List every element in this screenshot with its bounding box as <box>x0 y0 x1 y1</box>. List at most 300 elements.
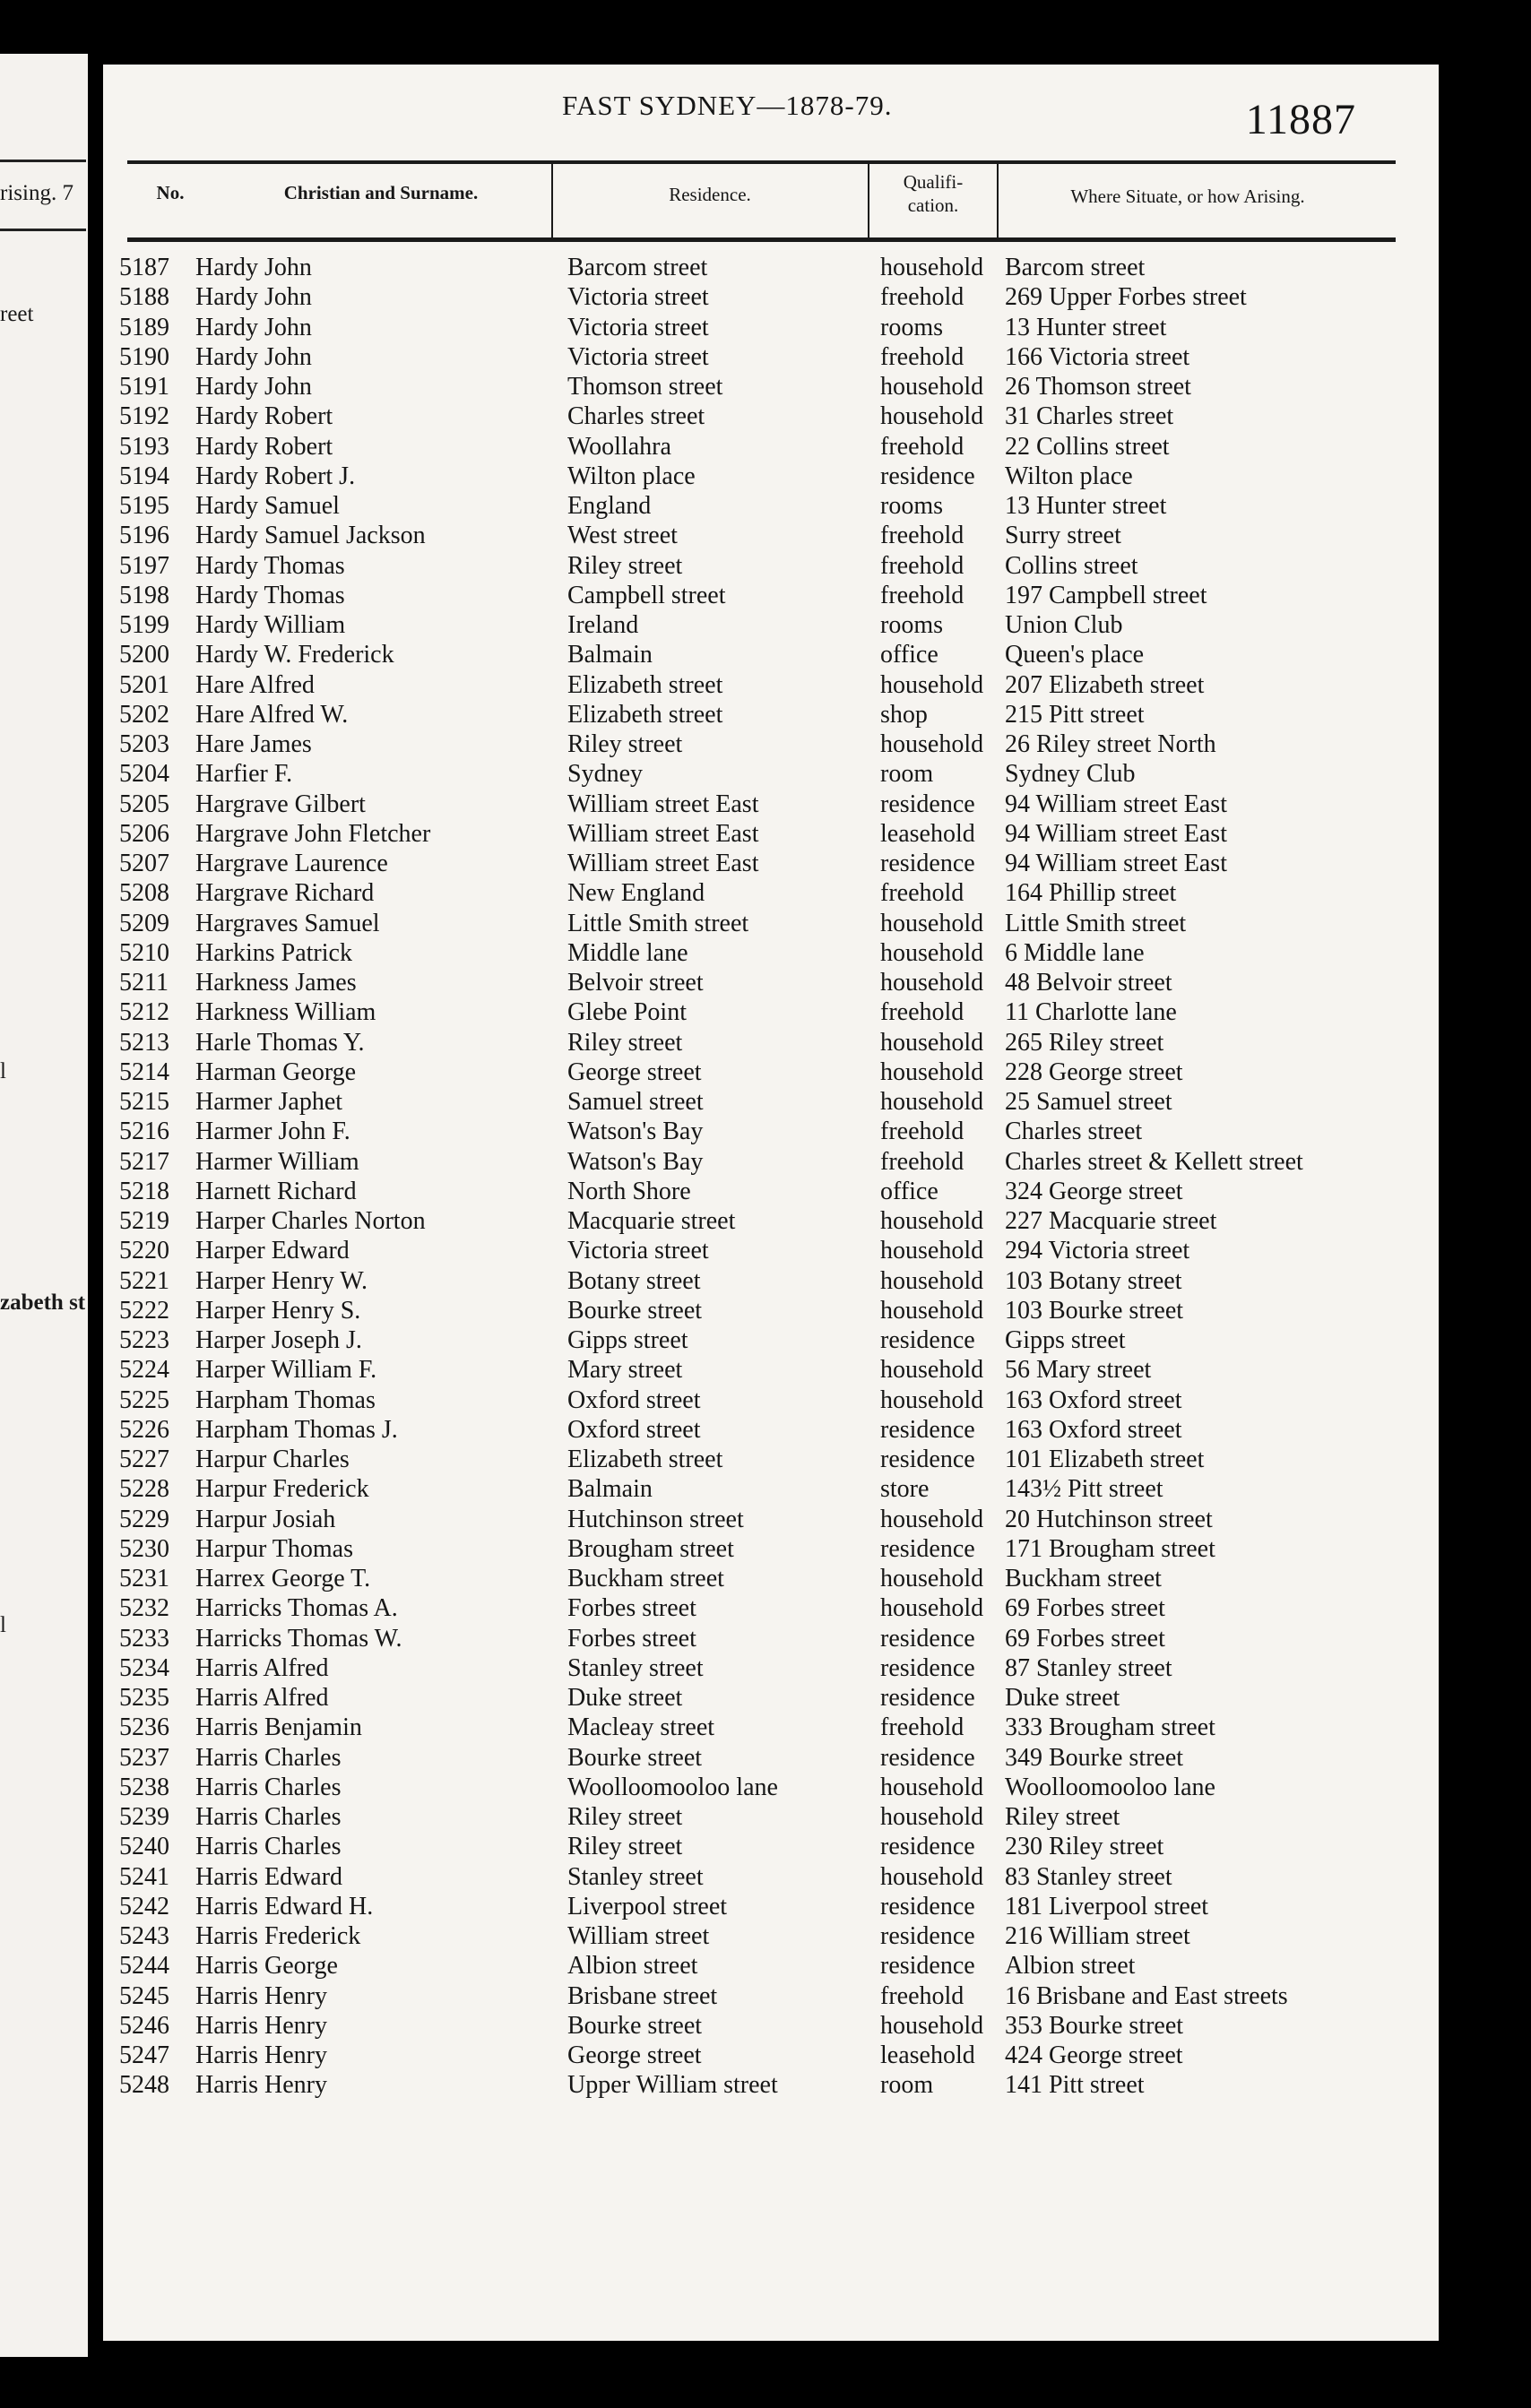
elector-name: Harrex George T. <box>195 1565 371 1592</box>
entry-number: 5205 <box>119 790 169 818</box>
qualification: residence <box>880 1326 975 1354</box>
qualification: residence <box>880 1684 975 1712</box>
elector-name: Hargrave Gilbert <box>195 790 366 818</box>
residence: Riley street <box>567 730 683 758</box>
residence: Charles street <box>567 402 705 431</box>
qualification: freehold <box>880 551 964 580</box>
entry-number: 5219 <box>119 1207 169 1235</box>
where-situate: Collins street <box>1005 551 1138 580</box>
entry-number: 5200 <box>119 641 169 669</box>
qualification: residence <box>880 790 975 818</box>
entry-number: 5242 <box>119 1892 169 1920</box>
where-situate: 48 Belvoir street <box>1005 969 1172 997</box>
entry-number: 5246 <box>119 2011 169 2040</box>
entry-number: 5240 <box>119 1833 169 1861</box>
page-number: 11887 <box>1245 96 1356 143</box>
entry-number: 5225 <box>119 1385 169 1414</box>
elector-name: Hardy Thomas <box>195 581 345 609</box>
previous-page-fragment: l <box>0 1613 6 1637</box>
residence: New England <box>567 879 705 908</box>
residence: Upper William street <box>567 2071 778 2100</box>
residence: Balmain <box>567 1475 653 1504</box>
elector-name: Harricks Thomas W. <box>195 1624 402 1653</box>
where-situate: Charles street <box>1005 1118 1143 1146</box>
residence: North Shore <box>567 1177 691 1205</box>
entry-number: 5245 <box>119 1981 169 2010</box>
where-situate: 20 Hutchinson street <box>1005 1505 1213 1533</box>
entry-number: 5237 <box>119 1743 169 1772</box>
elector-name: Harper Henry W. <box>195 1266 368 1295</box>
where-situate: 181 Liverpool street <box>1005 1892 1209 1920</box>
entry-number: 5215 <box>119 1088 169 1116</box>
where-situate: 166 Victoria street <box>1005 342 1190 371</box>
qualification: household <box>880 373 984 401</box>
column-header-where: Where Situate, or how Arising. <box>1070 186 1305 207</box>
where-situate: 25 Samuel street <box>1005 1088 1172 1116</box>
qualification: household <box>880 1862 984 1891</box>
previous-page-fragment: reet <box>0 302 34 326</box>
residence: Middle lane <box>567 938 688 967</box>
elector-name: Harricks Thomas A. <box>195 1594 398 1623</box>
elector-name: Hargrave Laurence <box>195 850 388 877</box>
residence: Sydney <box>567 760 643 789</box>
where-situate: Albion street <box>1005 1952 1136 1981</box>
qualification: rooms <box>880 313 943 341</box>
where-situate: 228 George street <box>1005 1057 1183 1086</box>
elector-name: Harper Henry S. <box>195 1296 361 1325</box>
where-situate: 141 Pitt street <box>1005 2071 1145 2100</box>
qualification: shop <box>880 700 928 729</box>
elector-name: Hargrave Richard <box>195 879 375 908</box>
where-situate: 31 Charles street <box>1005 402 1174 431</box>
residence: Riley street <box>567 1028 683 1057</box>
residence: Bourke street <box>567 2011 703 2040</box>
where-situate: 424 George street <box>1005 2041 1183 2069</box>
previous-page-fragment: l <box>0 1059 6 1083</box>
elector-name: Harris Henry <box>195 2011 327 2040</box>
entry-number: 5201 <box>119 670 169 699</box>
entry-number: 5198 <box>119 581 169 609</box>
where-situate: 324 George street <box>1005 1177 1183 1205</box>
where-situate: Duke street <box>1005 1684 1120 1712</box>
qualification: residence <box>880 1892 975 1920</box>
entry-number: 5234 <box>119 1653 169 1682</box>
elector-name: Harper Charles Norton <box>195 1207 426 1235</box>
elector-name: Harpur Thomas <box>195 1534 353 1563</box>
qualification: household <box>880 1028 984 1057</box>
where-situate: 215 Pitt street <box>1005 700 1145 729</box>
qualification: room <box>880 2071 934 2100</box>
register-page <box>103 65 1439 2341</box>
where-situate: 143½ Pitt street <box>1005 1475 1163 1504</box>
entry-number: 5227 <box>119 1446 169 1473</box>
where-situate: 26 Riley street North <box>1005 730 1216 758</box>
elector-name: Hardy John <box>195 373 312 401</box>
elector-name: Hardy Samuel Jackson <box>195 522 426 550</box>
qualification: residence <box>880 1415 975 1444</box>
where-situate: 22 Collins street <box>1005 432 1170 461</box>
elector-name: Harmer Japhet <box>195 1088 343 1116</box>
elector-name: Hardy John <box>195 283 312 312</box>
entry-number: 5203 <box>119 730 169 758</box>
entry-number: 5210 <box>119 938 169 967</box>
residence: Woollahra <box>567 432 671 461</box>
elector-name: Harper Joseph J. <box>195 1326 362 1354</box>
residence: Brougham street <box>567 1534 734 1563</box>
residence: Oxford street <box>567 1415 701 1444</box>
elector-name: Harnett Richard <box>195 1177 357 1205</box>
residence: Belvoir street <box>567 969 704 997</box>
residence: William street East <box>567 790 759 818</box>
residence: Victoria street <box>567 313 709 341</box>
elector-name: Harris Edward H. <box>195 1892 374 1920</box>
qualification: residence <box>880 1534 975 1563</box>
previous-page-header-fragment: rising. 7 <box>0 181 74 205</box>
qualification: household <box>880 670 984 699</box>
residence: Barcom street <box>567 254 708 281</box>
where-situate: 83 Stanley street <box>1005 1862 1172 1891</box>
elector-name: Harris Alfred <box>195 1684 329 1712</box>
qualification: household <box>880 1385 984 1414</box>
entry-number: 5192 <box>119 402 169 431</box>
entry-number: 5220 <box>119 1237 169 1265</box>
residence: William street <box>567 1922 710 1950</box>
residence: William street East <box>567 819 759 848</box>
qualification: residence <box>880 1624 975 1653</box>
qualification: freehold <box>880 283 964 312</box>
where-situate: Sydney Club <box>1005 760 1136 789</box>
where-situate: 13 Hunter street <box>1005 313 1167 341</box>
residence: Victoria street <box>567 342 709 371</box>
residence: Elizabeth street <box>567 700 723 729</box>
qualification: freehold <box>880 879 964 908</box>
residence: Little Smith street <box>567 909 749 937</box>
where-situate: 265 Riley street <box>1005 1028 1164 1057</box>
residence: West street <box>567 522 678 550</box>
qualification: freehold <box>880 342 964 371</box>
qualification: household <box>880 1356 984 1385</box>
residence: Liverpool street <box>567 1892 728 1920</box>
elector-name: Harris Henry <box>195 2071 327 2100</box>
elector-name: Harfier F. <box>195 760 293 789</box>
qualification: household <box>880 1803 984 1831</box>
where-situate: Barcom street <box>1005 254 1146 281</box>
where-situate: Union Club <box>1005 611 1123 639</box>
entry-number: 5232 <box>119 1594 169 1623</box>
entry-number: 5209 <box>119 909 169 937</box>
where-situate: 269 Upper Forbes street <box>1005 283 1247 312</box>
residence: Elizabeth street <box>567 670 723 699</box>
where-situate: 294 Victoria street <box>1005 1237 1190 1265</box>
entry-number: 5199 <box>119 611 169 639</box>
entry-number: 5202 <box>119 700 169 729</box>
qualification: freehold <box>880 998 964 1027</box>
residence: Duke street <box>567 1684 683 1712</box>
residence: Brisbane street <box>567 1981 718 2010</box>
where-situate: 216 William street <box>1005 1922 1190 1950</box>
where-situate: 349 Bourke street <box>1005 1743 1184 1772</box>
qualification: household <box>880 402 984 431</box>
where-situate: 69 Forbes street <box>1005 1594 1165 1623</box>
elector-name: Harris Charles <box>195 1803 342 1831</box>
where-situate: 353 Bourke street <box>1005 2011 1184 2040</box>
qualification: household <box>880 254 984 281</box>
elector-name: Harris Frederick <box>195 1922 361 1950</box>
entry-number: 5231 <box>119 1565 169 1592</box>
residence: William street East <box>567 850 759 877</box>
qualification: household <box>880 1773 984 1801</box>
where-situate: Little Smith street <box>1005 909 1187 937</box>
where-situate: 94 William street East <box>1005 790 1227 818</box>
residence: Forbes street <box>567 1594 696 1623</box>
qualification: freehold <box>880 1713 964 1742</box>
elector-name: Hardy Robert <box>195 402 333 431</box>
residence: Buckham street <box>567 1565 724 1592</box>
qualification: freehold <box>880 581 964 609</box>
elector-name: Harris Benjamin <box>195 1713 362 1742</box>
elector-name: Harpur Charles <box>195 1446 350 1473</box>
qualification: household <box>880 1296 984 1325</box>
residence: Woolloomooloo lane <box>567 1773 778 1801</box>
where-situate: Surry street <box>1005 522 1121 550</box>
qualification: freehold <box>880 1147 964 1176</box>
where-situate: 163 Oxford street <box>1005 1415 1182 1444</box>
qualification: household <box>880 730 984 758</box>
elector-name: Harman George <box>195 1057 357 1086</box>
where-situate: 333 Brougham street <box>1005 1713 1215 1742</box>
elector-name: Harper Edward <box>195 1237 350 1265</box>
column-separator <box>868 164 869 238</box>
elector-name: Harkins Patrick <box>195 938 352 967</box>
qualification: household <box>880 1207 984 1235</box>
entry-number: 5223 <box>119 1326 169 1354</box>
elector-name: Hardy John <box>195 254 312 281</box>
entry-number: 5197 <box>119 551 169 580</box>
qualification: leasehold <box>880 819 975 848</box>
column-header-name: Christian and Surname. <box>283 182 479 203</box>
residence: Stanley street <box>567 1862 704 1891</box>
elector-name: Hardy Samuel <box>195 492 340 520</box>
qualification: office <box>880 1177 938 1205</box>
residence: Oxford street <box>567 1385 701 1414</box>
residence: Riley street <box>567 1833 683 1861</box>
residence: Glebe Point <box>567 998 687 1027</box>
entry-number: 5235 <box>119 1684 169 1712</box>
entry-number: 5188 <box>119 283 169 312</box>
residence: Elizabeth street <box>567 1446 723 1473</box>
qualification: household <box>880 1057 984 1086</box>
where-situate: Woolloomooloo lane <box>1005 1773 1215 1801</box>
entry-number: 5211 <box>119 969 169 997</box>
residence: Watson's Bay <box>567 1147 704 1176</box>
qualification: residence <box>880 1446 975 1473</box>
entry-number: 5226 <box>119 1415 169 1444</box>
elector-name: Hardy W. Frederick <box>195 641 394 669</box>
where-situate: 103 Bourke street <box>1005 1296 1184 1325</box>
residence: George street <box>567 1057 702 1086</box>
header-bottom-rule <box>127 237 1396 242</box>
elector-name: Hargrave John Fletcher <box>195 819 431 848</box>
entry-number: 5247 <box>119 2041 169 2069</box>
qualification: residence <box>880 1743 975 1772</box>
qualification: rooms <box>880 492 943 520</box>
qualification: household <box>880 969 984 997</box>
elector-name: Harmer William <box>195 1147 359 1176</box>
elector-name: Hardy John <box>195 342 312 371</box>
elector-name: Hardy Robert <box>195 432 333 461</box>
previous-page-fragment: zabeth st <box>0 1290 86 1315</box>
residence: Victoria street <box>567 283 709 312</box>
residence: Ireland <box>567 611 639 639</box>
qualification: household <box>880 938 984 967</box>
entry-number: 5193 <box>119 432 169 461</box>
qualification: household <box>880 1237 984 1265</box>
elector-name: Hargraves Samuel <box>195 909 380 937</box>
residence: Macleay street <box>567 1713 715 1742</box>
elector-name: Harpur Josiah <box>195 1505 336 1533</box>
residence: Hutchinson street <box>567 1505 744 1533</box>
elector-name: Harkness James <box>195 969 357 997</box>
qualification: freehold <box>880 1981 964 2010</box>
where-situate: 13 Hunter street <box>1005 492 1167 520</box>
elector-name: Hardy Robert J. <box>195 462 356 490</box>
elector-name: Harmer John F. <box>195 1118 350 1146</box>
qualification: household <box>880 1266 984 1295</box>
entry-number: 5217 <box>119 1147 169 1176</box>
entry-number: 5212 <box>119 998 169 1027</box>
elector-name: Harpham Thomas J. <box>195 1415 398 1444</box>
entry-number: 5187 <box>119 254 169 281</box>
entry-number: 5230 <box>119 1534 169 1563</box>
entry-number: 5241 <box>119 1862 169 1891</box>
column-header-qualification: Qualifi- cation. <box>903 171 964 216</box>
residence: England <box>567 492 652 520</box>
elector-name: Harris Charles <box>195 1773 342 1801</box>
qualification: leasehold <box>880 2041 975 2069</box>
entry-number: 5224 <box>119 1356 169 1385</box>
where-situate: 94 William street East <box>1005 850 1227 877</box>
residence: Macquarie street <box>567 1207 736 1235</box>
entry-number: 5233 <box>119 1624 169 1653</box>
entry-number: 5244 <box>119 1952 169 1981</box>
entry-number: 5216 <box>119 1118 169 1146</box>
elector-name: Harris Henry <box>195 2041 327 2069</box>
where-situate: Gipps street <box>1005 1326 1126 1354</box>
elector-name: Harkness William <box>195 998 376 1027</box>
entry-number: 5195 <box>119 492 169 520</box>
qualification: residence <box>880 1653 975 1682</box>
residence: Samuel street <box>567 1088 704 1116</box>
entry-number: 5248 <box>119 2071 169 2100</box>
where-situate: 227 Macquarie street <box>1005 1207 1217 1235</box>
where-situate: 56 Mary street <box>1005 1356 1152 1385</box>
entry-number: 5238 <box>119 1773 169 1801</box>
where-situate: 94 William street East <box>1005 819 1227 848</box>
qualification: room <box>880 760 934 789</box>
qualification: residence <box>880 462 975 490</box>
column-header-residence: Residence. <box>669 184 751 205</box>
elector-name: Harpham Thomas <box>195 1385 376 1414</box>
qualification: household <box>880 1565 984 1592</box>
qualification: freehold <box>880 1118 964 1146</box>
residence: Victoria street <box>567 1237 709 1265</box>
qualification: freehold <box>880 522 964 550</box>
qualification: household <box>880 1594 984 1623</box>
residence: Forbes street <box>567 1624 696 1653</box>
where-situate: 207 Elizabeth street <box>1005 670 1205 699</box>
where-situate: Queen's place <box>1005 641 1145 669</box>
residence: Stanley street <box>567 1653 704 1682</box>
qualification: freehold <box>880 432 964 461</box>
qualification: residence <box>880 1922 975 1950</box>
column-separator <box>997 164 999 238</box>
elector-name: Hare James <box>195 730 312 758</box>
entry-number: 5207 <box>119 850 169 877</box>
residence: Bourke street <box>567 1743 703 1772</box>
elector-name: Harper William F. <box>195 1356 377 1385</box>
elector-name: Harris Edward <box>195 1862 343 1891</box>
entry-number: 5228 <box>119 1475 169 1504</box>
elector-name: Harris Charles <box>195 1833 342 1861</box>
entry-number: 5243 <box>119 1922 169 1950</box>
elector-name: Harris Alfred <box>195 1653 329 1682</box>
column-header-no: No. <box>156 182 185 203</box>
where-situate: 69 Forbes street <box>1005 1624 1165 1653</box>
residence: Campbell street <box>567 581 726 609</box>
where-situate: 87 Stanley street <box>1005 1653 1172 1682</box>
where-situate: Riley street <box>1005 1803 1120 1831</box>
residence: Bourke street <box>567 1296 703 1325</box>
where-situate: 197 Campbell street <box>1005 581 1207 609</box>
where-situate: 26 Thomson street <box>1005 373 1191 401</box>
header-top-rule <box>127 160 1396 164</box>
elector-name: Hare Alfred <box>195 670 315 699</box>
elector-name: Harris George <box>195 1952 338 1981</box>
elector-name: Hardy William <box>195 611 346 639</box>
qualification: residence <box>880 1952 975 1981</box>
previous-page-rule <box>0 229 86 231</box>
where-situate: 103 Botany street <box>1005 1266 1182 1295</box>
entry-number: 5191 <box>119 373 169 401</box>
running-head: FAST SYDNEY—1878-79. <box>562 90 893 121</box>
entry-number: 5204 <box>119 760 169 789</box>
entry-number: 5222 <box>119 1296 169 1325</box>
where-situate: 16 Brisbane and East streets <box>1005 1981 1288 2010</box>
where-situate: 171 Brougham street <box>1005 1534 1215 1563</box>
where-situate: 230 Riley street <box>1005 1833 1164 1861</box>
where-situate: 164 Phillip street <box>1005 879 1177 908</box>
qualification: residence <box>880 1833 975 1861</box>
entry-number: 5206 <box>119 819 169 848</box>
qualification: household <box>880 1088 984 1116</box>
entry-number: 5236 <box>119 1713 169 1742</box>
where-situate: 163 Oxford street <box>1005 1385 1182 1414</box>
qualification: household <box>880 2011 984 2040</box>
qualification: store <box>880 1475 930 1504</box>
qualification: office <box>880 641 938 669</box>
entry-number: 5218 <box>119 1177 169 1205</box>
elector-name: Hardy John <box>195 313 312 341</box>
where-situate: Charles street & Kellett street <box>1005 1147 1303 1176</box>
where-situate: Wilton place <box>1005 462 1133 490</box>
elector-name: Harle Thomas Y. <box>195 1028 365 1057</box>
residence: Gipps street <box>567 1326 688 1354</box>
entry-number: 5239 <box>119 1803 169 1831</box>
entry-number: 5208 <box>119 879 169 908</box>
entry-number: 5189 <box>119 313 169 341</box>
where-situate: 6 Middle lane <box>1005 938 1145 967</box>
residence: Riley street <box>567 551 683 580</box>
